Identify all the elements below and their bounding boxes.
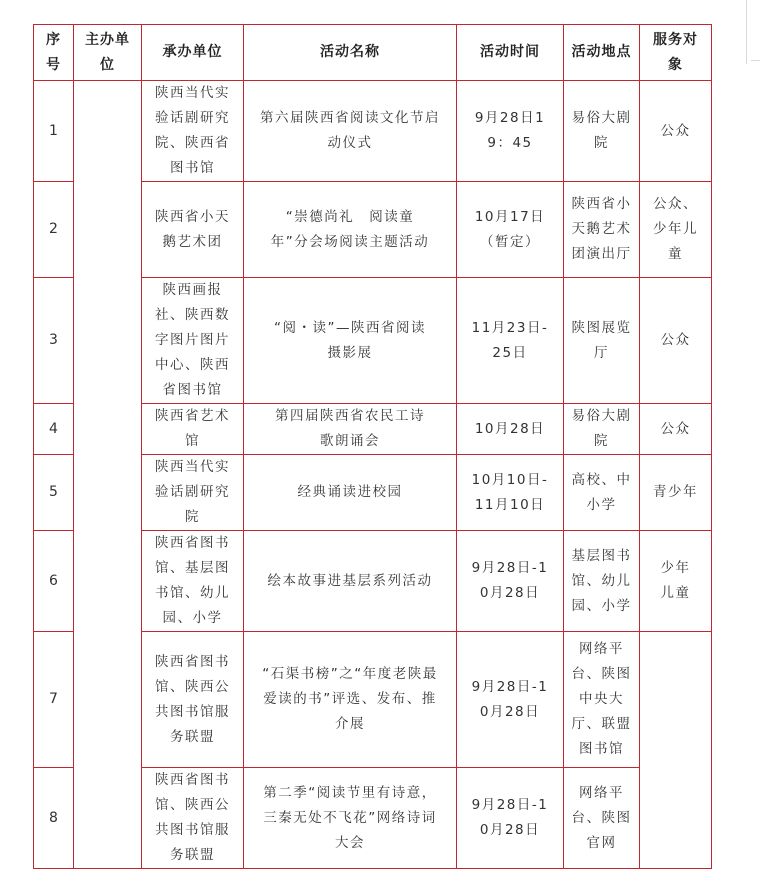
activity-table [33, 24, 712, 869]
row-activity-time: 9月28日19：45 [457, 81, 564, 182]
header-audience: 服务对象 [640, 25, 712, 81]
row-activity-place: 易俗大剧院 [564, 404, 640, 455]
row-activity-name: “阅・读”—陕西省阅读摄影展 [244, 278, 457, 404]
row-activity-name: 绘本故事进基层系列活动 [244, 531, 457, 632]
row-activity-place: 网络平台、陕图官网 [564, 768, 640, 869]
row-activity-time: 9月28日-10月28日 [457, 531, 564, 632]
host-cell [74, 81, 142, 869]
row-seq: 1 [34, 81, 74, 182]
row-activity-name: 第四届陕西省农民工诗歌朗诵会 [244, 404, 457, 455]
row-activity-place: 易俗大剧院 [564, 81, 640, 182]
row-organizer: 陕西当代实验话剧研究院 [142, 455, 244, 531]
row-seq: 4 [34, 404, 74, 455]
row-seq: 2 [34, 182, 74, 278]
header-activity-place: 活动地点 [564, 25, 640, 81]
row-activity-time: 10月10日-11月10日 [457, 455, 564, 531]
row-organizer: 陕西省艺术馆 [142, 404, 244, 455]
row-activity-time: 10月17日（暂定） [457, 182, 564, 278]
row-activity-place: 网络平台、陕图中央大厅、联盟图书馆 [564, 632, 640, 768]
row-activity-place: 陕图展览厅 [564, 278, 640, 404]
row-seq: 8 [34, 768, 74, 869]
header-host: 主办单位 [74, 25, 142, 81]
table-header-row [34, 25, 712, 81]
header-organizer: 承办单位 [142, 25, 244, 81]
row-seq: 3 [34, 278, 74, 404]
row-activity-time: 10月28日 [457, 404, 564, 455]
header-seq: 序号 [34, 25, 74, 81]
row-audience: 青少年 [640, 455, 712, 531]
row-organizer: 陕西当代实验话剧研究院、陕西省图书馆 [142, 81, 244, 182]
row-activity-time: 9月28日-10月28日 [457, 768, 564, 869]
row-activity-place: 高校、中小学 [564, 455, 640, 531]
window-edge-decoration [746, 0, 760, 64]
row-activity-place: 陕西省小天鹅艺术团演出厅 [564, 182, 640, 278]
row-organizer: 陕西画报社、陕西数字图片图片中心、陕西省图书馆 [142, 278, 244, 404]
row-activity-name: 第二季“阅读节里有诗意，三秦无处不飞花”网络诗词大会 [244, 768, 457, 869]
row-seq: 6 [34, 531, 74, 632]
row-organizer: 陕西省小天鹅艺术团 [142, 182, 244, 278]
row-activity-time: 9月28日-10月28日 [457, 632, 564, 768]
row-organizer: 陕西省图书馆、陕西公共图书馆服务联盟 [142, 768, 244, 869]
row-organizer: 陕西省图书馆、陕西公共图书馆服务联盟 [142, 632, 244, 768]
row-audience: 公众 [640, 404, 712, 455]
row-seq: 5 [34, 455, 74, 531]
table-row [34, 81, 712, 182]
row-activity-time: 11月23日-25日 [457, 278, 564, 404]
row-activity-name: 经典诵读进校园 [244, 455, 457, 531]
row-organizer: 陕西省图书馆、基层图书馆、幼儿园、小学 [142, 531, 244, 632]
row-seq: 7 [34, 632, 74, 768]
header-activity-time: 活动时间 [457, 25, 564, 81]
row-audience: 公众 [640, 278, 712, 404]
row-audience: 公众、少年儿童 [640, 182, 712, 278]
row-audience [640, 632, 712, 869]
row-activity-name: 第六届陕西省阅读文化节启动仪式 [244, 81, 457, 182]
row-audience: 公众 [640, 81, 712, 182]
row-audience: 少年儿童 [640, 531, 712, 632]
header-activity-name: 活动名称 [244, 25, 457, 81]
row-activity-place: 基层图书馆、幼儿园、小学 [564, 531, 640, 632]
row-activity-name: “石渠书榜”之“年度老陕最爱读的书”评选、发布、推介展 [244, 632, 457, 768]
row-activity-name: “崇德尚礼 阅读童年”分会场阅读主题活动 [244, 182, 457, 278]
